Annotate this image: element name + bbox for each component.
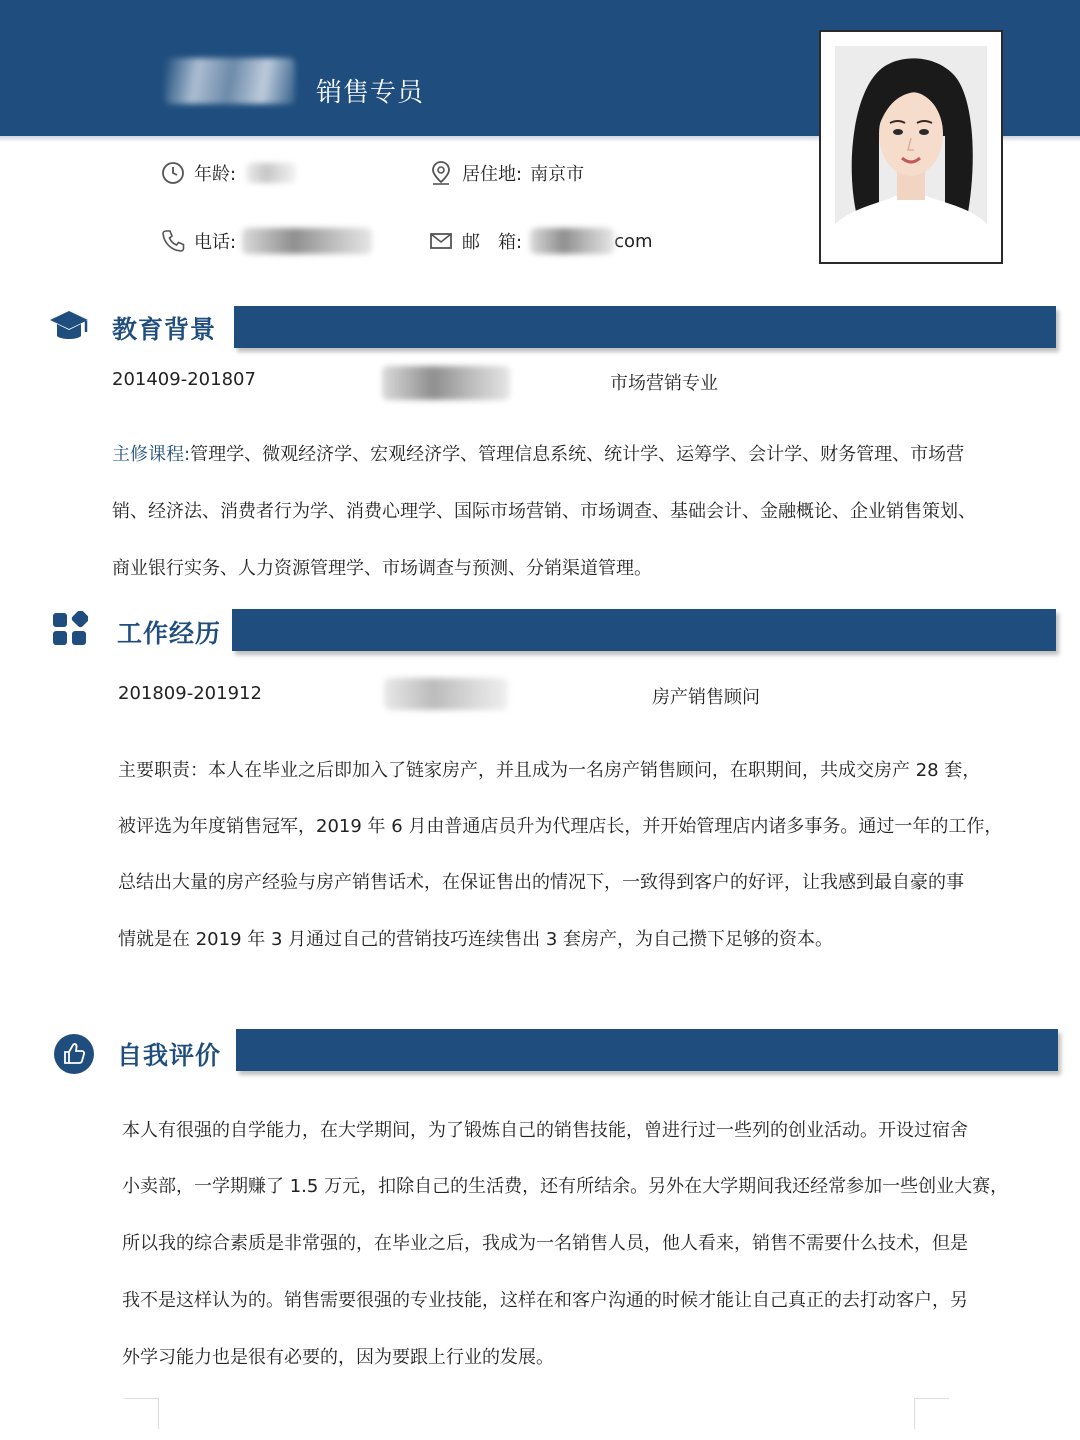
residence-label: 居住地: [462,164,523,185]
profile-photo-frame [819,30,1003,264]
location-icon [428,160,454,186]
courses-line-2: 销、经济法、消费者行为学、消费心理学、国际市场营销、市场调查、基础会计、金融概论、企业销售策划、 [112,501,976,522]
courses-line-1 [112,440,964,466]
work-bar [232,609,1056,651]
age-row [160,160,296,186]
education-major: 市场营销专业 [610,373,718,394]
work-title: 工作经历 [117,619,222,648]
work-line-4: 情就是在 2019 年 3 月通过自己的营销技巧连续售出 3 套房产，为自己攒下足够的资本。 [118,929,834,950]
company-name-redacted [384,678,508,710]
education-bar [234,306,1056,348]
clock-icon [160,160,186,186]
work-line-3: 总结出大量的房产经验与房产销售话术，在保证售出的情况下，一致得到客户的好评，让我感到最自豪的事 [118,872,964,893]
age-label: 年龄: [194,164,237,185]
phone-value-redacted [242,228,372,254]
email-label: 邮 箱: [462,232,523,253]
self-eval-line-4: 我不是这样认为的。销售需要很强的专业技能，这样在和客户沟通的时候才能让自己真正的去打动客户，另 [122,1290,968,1311]
school-name-redacted [382,366,510,400]
phone-row [160,228,372,254]
courses-label: 主修课程: [112,444,191,465]
phone-label: 电话: [194,232,237,253]
grid-icon [52,611,88,647]
age-value-redacted [246,163,296,183]
mail-icon [428,228,454,254]
work-line-1: 主要职责：本人在毕业之后即加入了链家房产，并且成为一名房产销售顾问，在职期间，共成交房产 28 套， [118,760,981,781]
self-eval-bar [236,1029,1058,1071]
residence-row [428,160,584,186]
graduation-cap-icon [48,308,90,346]
profile-photo [835,46,987,248]
page-corner-right [914,1398,949,1429]
work-position: 房产销售顾问 [652,687,760,708]
phone-icon [160,228,186,254]
education-title: 教育背景 [112,315,217,344]
thumbs-up-icon [52,1032,96,1076]
self-eval-line-2: 小卖部，一学期赚了 1.5 万元，扣除自己的生活费，还有所结余。另外在大学期间我还经常参加一些创业大赛， [122,1176,1009,1197]
self-eval-line-3: 所以我的综合素质是非常强的，在毕业之后，我成为一名销售人员，他人看来，销售不需要什么技术，但是 [122,1233,968,1254]
self-eval-line-1: 本人有很强的自学能力，在大学期间，为了锻炼自己的销售技能，曾进行过一些列的创业活动。开设过宿舍 [122,1120,968,1141]
email-suffix: com [614,230,653,252]
residence-value: 南京市 [530,164,585,185]
email-value-redacted [530,228,614,254]
self-eval-line-5: 外学习能力也是很有必要的，因为要跟上行业的发展。 [122,1347,554,1368]
name-redacted [165,58,295,104]
page-corner-left [124,1398,159,1429]
work-period: 201809-201912 [118,683,262,704]
courses-text-1: 管理学、微观经济学、宏观经济学、管理信息系统、统计学、运筹学、会计学、财务管理、市场营 [190,444,965,465]
courses-line-3: 商业银行实务、人力资源管理学、市场调查与预测、分销渠道管理。 [112,558,652,579]
education-period: 201409-201807 [112,369,256,390]
self-eval-title: 自我评价 [117,1041,222,1070]
work-line-2: 被评选为年度销售冠军，2019 年 6 月由普通店员升为代理店长，并开始管理店内诸多事务。通过一年的工作， [118,816,1003,837]
email-row [428,228,653,254]
job-title: 销售专员 [316,78,425,108]
